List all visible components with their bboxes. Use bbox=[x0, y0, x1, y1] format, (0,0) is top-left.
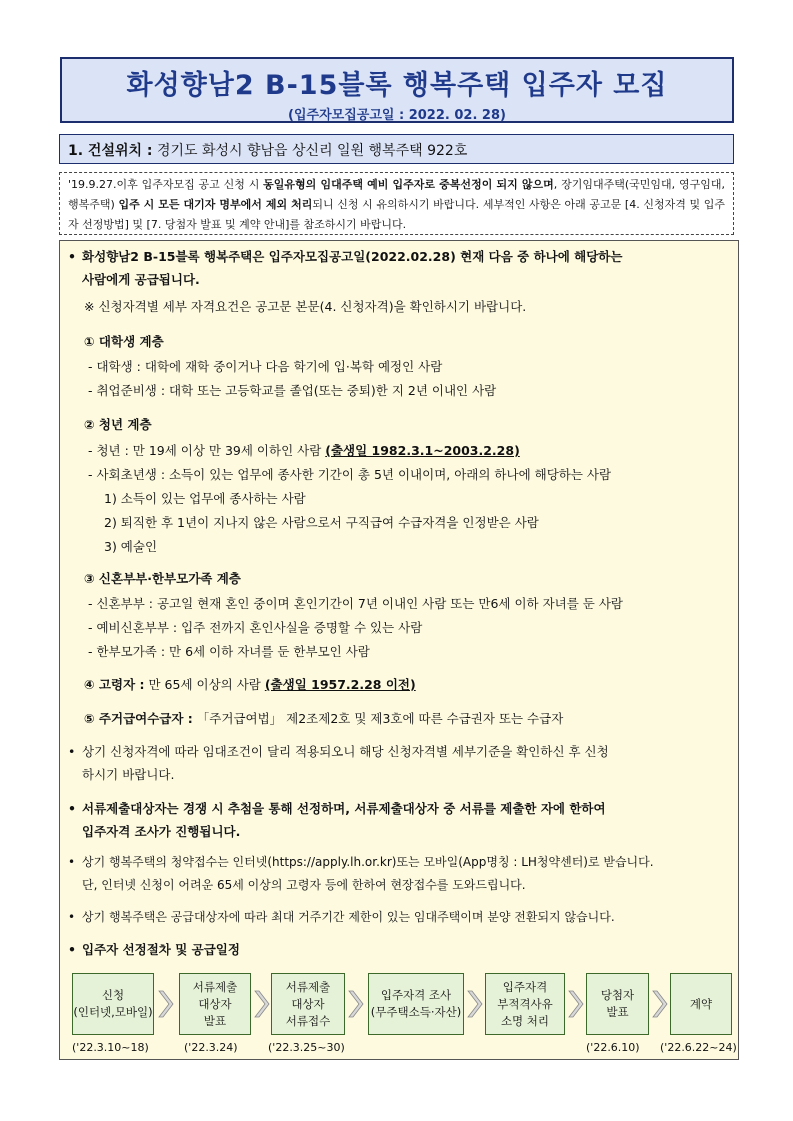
title-box bbox=[60, 57, 734, 123]
bullet-2-line-1: 상기 신청자격에 따라 임대조건이 달리 적용되오니 해당 신청자격별 세부기준을 확인하신 후 신청 bbox=[82, 744, 609, 759]
group-2-line-2: - 사회초년생 : 소득이 있는 업무에 종사한 기간이 총 5년 이내이며, 아래의 하나에 해당하는 사람 bbox=[88, 467, 612, 482]
page-subtitle: (입주자모집공고일 : 2022. 02. 28) bbox=[288, 108, 506, 123]
group-5 bbox=[84, 709, 563, 727]
flow-step-doc-receipt: 서류제출 대상자 서류접수 bbox=[271, 973, 345, 1035]
flow-date-doc-receipt: ('22.3.25~30) bbox=[268, 1041, 345, 1054]
flow-date-apply: ('22.3.10~18) bbox=[72, 1041, 149, 1054]
group-3-line-1: - 신혼부부 : 공고일 현재 혼인 중이며 혼인기간이 7년 이내인 사람 또는 만6세 이하 자녀를 둔 사람 bbox=[88, 596, 623, 611]
notice-bold-2: 입주 시 모든 대기자 명부에서 제외 처리 bbox=[118, 198, 313, 211]
group-4-title: ④ 고령자 : bbox=[84, 677, 145, 692]
section-location bbox=[59, 134, 734, 164]
flow-step-ineligible-explanation: 입주자격 부적격사유 소명 처리 bbox=[485, 973, 565, 1035]
group-2-line-5: 3) 예술인 bbox=[104, 539, 158, 554]
notice-text-2: , 장기임대주택(국민임대, 영구임대, 행복주택) bbox=[68, 178, 725, 211]
notice-text-1: '19.9.27.이후 입주자모집 공고 신청 시 bbox=[68, 178, 264, 191]
arrow-right-icon bbox=[467, 990, 483, 1018]
group-2-line-4: 2) 퇴직한 후 1년이 지나지 않은 사람으로서 구직급여 수급자격을 인정받은 사람 bbox=[104, 515, 539, 530]
group-5-title: ⑤ 주거급여수급자 : bbox=[84, 711, 193, 726]
arrow-right-icon bbox=[158, 990, 174, 1018]
section-location-label: 1. 건설위치 : bbox=[68, 143, 153, 159]
group-3-line-2: - 예비신혼부부 : 입주 전까지 혼인사실을 증명할 수 있는 사람 bbox=[88, 620, 423, 635]
bullet-1-line-1: 화성향남2 B-15블록 행복주택은 입주자모집공고일(2022.02.28) 현재 다음 중 하나에 해당하는 bbox=[82, 249, 623, 264]
flow-step-winner-announce: 당첨자 발표 bbox=[586, 973, 649, 1035]
bullet-6-title: 입주자 선정절차 및 공급일정 bbox=[82, 942, 240, 957]
bullet-application-method: • 상기 행복주택의 청약접수는 인터넷(https://apply.lh.or.kr)또는 모바일(App명칭 : LH청약센터)로 받습니다. 단, 인터넷 신청이 어려운 65세 이상의 고령자 등에 한하여 현장접수를 도와드립니다. bbox=[68, 855, 654, 892]
page-title: 화성향남2 B-15블록 행복주택 입주자 모집 bbox=[126, 70, 668, 101]
bullet-document-submission: • 서류제출대상자는 경쟁 시 추첨을 통해 선정하며, 서류제출대상자 중 서류를 제출한 자에 한하여 입주자격 조사가 진행됩니다. bbox=[68, 801, 606, 839]
bullet-4-line-2: 단, 인터넷 신청이 어려운 65세 이상의 고령자 등에 한하여 현장접수를 도와드립니다. bbox=[82, 878, 526, 892]
eligibility-box bbox=[59, 240, 739, 1060]
section-location-value: 경기도 화성시 향남읍 상신리 일원 행복주택 922호 bbox=[156, 143, 468, 159]
bullet-conditions: • 상기 신청자격에 따라 임대조건이 달리 적용되오니 해당 신청자격별 세부기준을 확인하신 후 신청 하시기 바랍니다. bbox=[68, 744, 609, 782]
arrow-right-icon bbox=[568, 990, 584, 1018]
notice-text-3: 되니 신청 시 유의하시기 바랍니다. 세부적인 사항은 아래 공고문 [4. 신청자격 및 입주자 선정방법] 및 [7. 당첨자 발표 및 계약 안내]를 참조하시기 바랍니다. bbox=[68, 198, 726, 231]
bullet-4-line-1: 상기 행복주택의 청약접수는 인터넷(https://apply.lh.or.kr)또는 모바일(App명칭 : LH청약센터)로 받습니다. bbox=[82, 855, 654, 869]
notice-box bbox=[59, 172, 734, 235]
group-1-title: ① 대학생 계층 bbox=[84, 334, 164, 349]
selection-flow bbox=[72, 973, 732, 1035]
arrow-right-icon bbox=[348, 990, 364, 1018]
flow-step-eligibility-check: 입주자격 조사 (무주택소득·자산) bbox=[368, 973, 464, 1035]
group-4-birth-range: (출생일 1957.2.28 이전) bbox=[264, 677, 416, 692]
flow-step-doc-announce: 서류제출 대상자 발표 bbox=[179, 973, 251, 1035]
arrow-right-icon bbox=[254, 990, 270, 1018]
flow-step-apply: 신청 (인터넷,모바일) bbox=[72, 973, 154, 1035]
group-5-text: 「주거급여법」 제2조제2호 및 제3호에 따른 수급권자 또는 수급자 bbox=[196, 711, 564, 726]
bullet-supply-target: • 화성향남2 B-15블록 행복주택은 입주자모집공고일(2022.02.28) 현재 다음 중 하나에 해당하는 사람에게 공급됩니다. bbox=[68, 249, 623, 287]
bullet-5-line-1: 상기 행복주택은 공급대상자에 따라 최대 거주기간 제한이 있는 임대주택이며 분양 전환되지 않습니다. bbox=[82, 910, 615, 924]
notice-bold-1: 동일유형의 임대주택 예비 입주자로 중복선정이 되지 않으며 bbox=[263, 178, 554, 191]
flow-step-contract: 계약 bbox=[670, 973, 732, 1035]
group-2-birth-range: (출생일 1982.3.1~2003.2.28) bbox=[325, 443, 520, 458]
group-2-line-1 bbox=[88, 441, 520, 459]
group-2-line-3: 1) 소득이 있는 업무에 종사하는 사람 bbox=[104, 491, 306, 506]
bullet-schedule-title: • 입주자 선정절차 및 공급일정 bbox=[68, 942, 240, 957]
bullet-3-line-2: 입주자격 조사가 진행됩니다. bbox=[82, 824, 241, 839]
bullet-1-line-2: 사람에게 공급됩니다. bbox=[82, 272, 200, 287]
bullet-residence-limit: • 상기 행복주택은 공급대상자에 따라 최대 거주기간 제한이 있는 임대주택이며 분양 전환되지 않습니다. bbox=[68, 910, 615, 924]
bullet-3-line-1: 서류제출대상자는 경쟁 시 추첨을 통해 선정하며, 서류제출대상자 중 서류를 제출한 자에 한하여 bbox=[82, 801, 606, 816]
group-4-text: 만 65세 이상의 사람 bbox=[144, 677, 265, 692]
group-3-line-3: - 한부모가족 : 만 6세 이하 자녀를 둔 한부모인 사람 bbox=[88, 644, 370, 659]
group-1-line-2: - 취업준비생 : 대학 또는 고등학교를 졸업(또는 중퇴)한 지 2년 이내인 사람 bbox=[88, 383, 497, 398]
arrow-right-icon bbox=[652, 990, 668, 1018]
group-4 bbox=[84, 675, 416, 693]
note-text: ※ 신청자격별 세부 자격요건은 공고문 본문(4. 신청자격)을 확인하시기 바랍니다. bbox=[84, 299, 527, 314]
group-2-title: ② 청년 계층 bbox=[84, 417, 152, 432]
flow-date-contract: ('22.6.22~24) bbox=[660, 1041, 737, 1054]
group-1-line-1: - 대학생 : 대학에 재학 중이거나 다음 학기에 입·복학 예정인 사람 bbox=[88, 359, 443, 374]
flow-date-winner-announce: ('22.6.10) bbox=[586, 1041, 640, 1054]
group-2-line-1-text: - 청년 : 만 19세 이상 만 39세 이하인 사람 bbox=[88, 443, 326, 458]
flow-date-doc-announce: ('22.3.24) bbox=[184, 1041, 238, 1054]
group-3-title: ③ 신혼부부·한부모가족 계층 bbox=[84, 571, 241, 586]
bullet-2-line-2: 하시기 바랍니다. bbox=[82, 767, 175, 782]
